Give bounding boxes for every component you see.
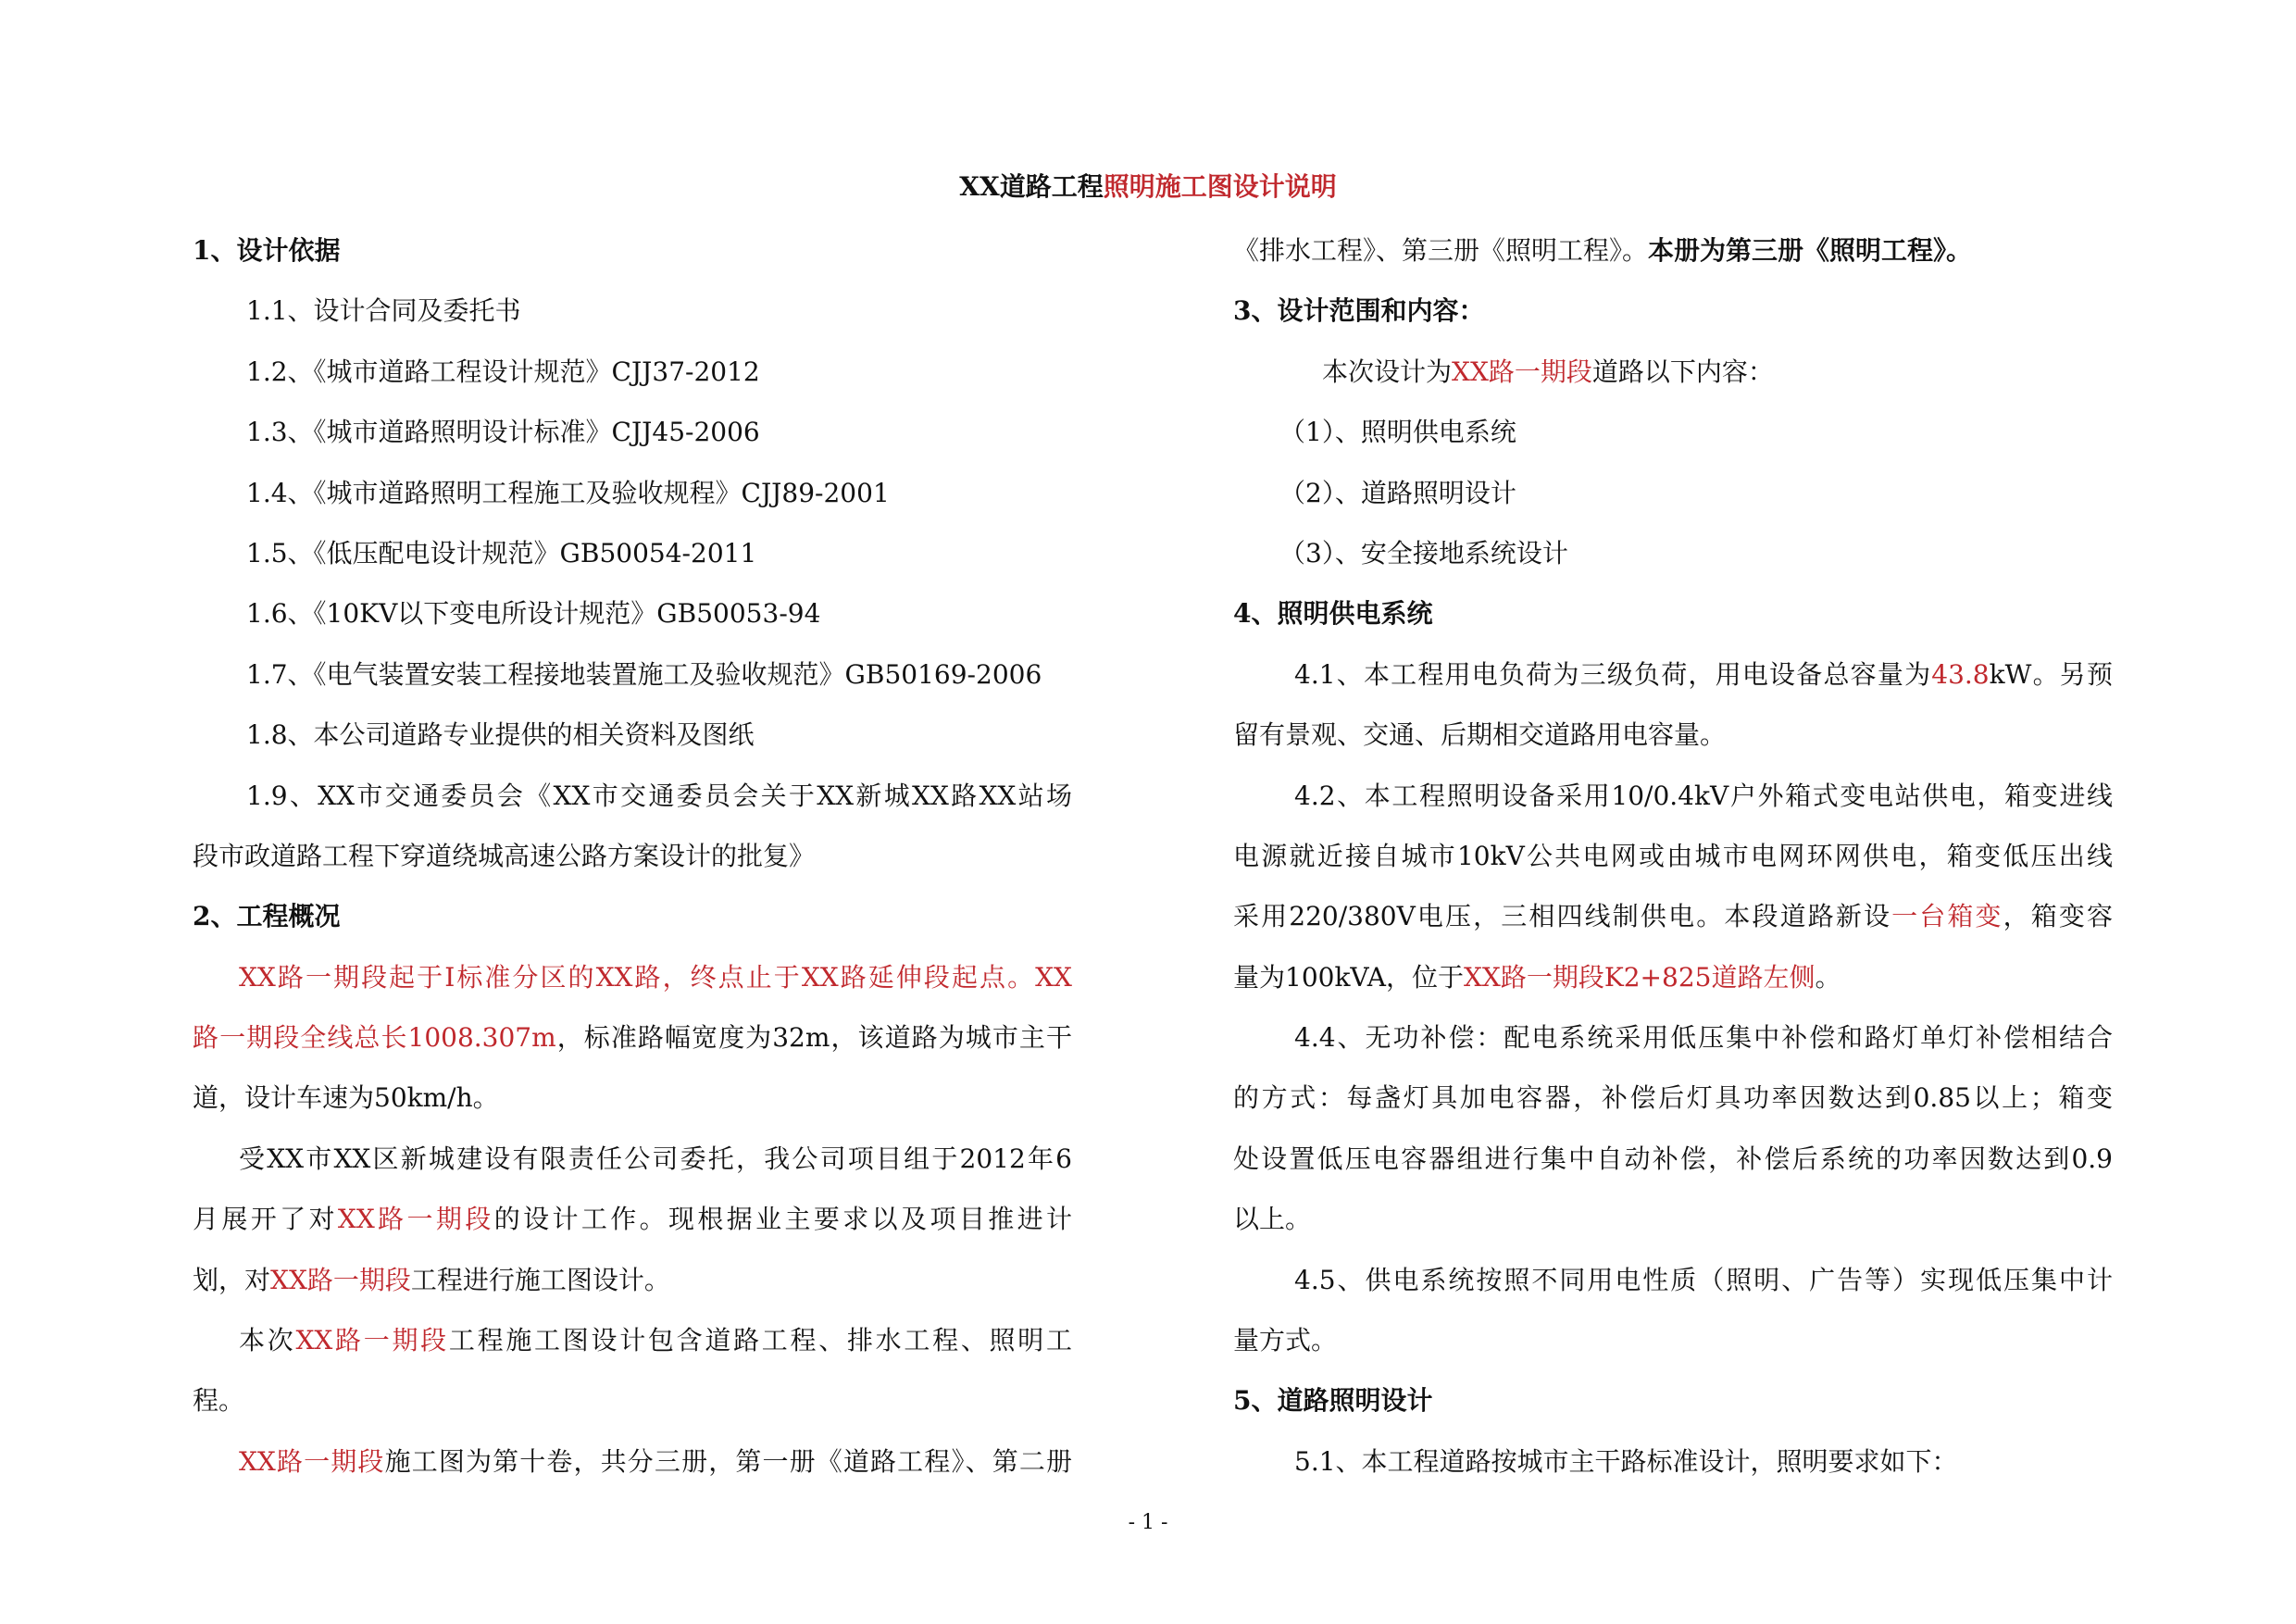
para-4-1-line2: 留有景观、交通、后期相交道路用电容量。 [1233, 719, 1727, 751]
para-4-2-line1: 4.2、本工程照明设备采用10/0.4kV户外箱式变电站供电，箱变进线 [1294, 780, 2113, 811]
para-4-4-line1: 4.4、无功补偿：配电系统采用低压集中补偿和路灯单灯补偿相结合 [1294, 1022, 2113, 1054]
scope-item: （1）、照明供电系统 [1279, 417, 1516, 448]
text-run: 4.1、本工程用电负荷为三级负荷，用电设备总容量为 [1294, 658, 1932, 690]
transformer-count-highlight: 一台箱变 [1891, 901, 2003, 932]
capacity-value-highlight: 43.8 [1931, 658, 1990, 690]
title-part-red: 照明施工图设计说明 [1103, 171, 1337, 202]
section-heading-5: 5、道路照明设计 [1233, 1385, 1433, 1417]
overview-para1-line3: 道，设计车速为50km/h。 [193, 1082, 499, 1114]
overview-para3-line2: 程。 [193, 1385, 245, 1417]
basis-item-9-line2: 段市政道路工程下穿道绕城高速公路方案设计的批复》 [193, 840, 816, 871]
basis-item: 1.8、本公司道路专业提供的相关资料及图纸 [246, 719, 755, 751]
text-run: 划，对 [193, 1264, 271, 1295]
page-number: - 1 - [1128, 1511, 1168, 1534]
overview-length-text: 路一期段全线总长1008.307m [193, 1022, 556, 1054]
scope-intro [1233, 342, 2113, 402]
para-4-5-line2: 量方式。 [1233, 1325, 1338, 1356]
basis-item: 1.7、《电气装置安装工程接地装置施工及验收规范》GB50169-2006 [246, 658, 1042, 690]
text-run: 工程进行施工图设计。 [410, 1264, 670, 1295]
right-column [1233, 220, 2113, 1492]
document-title [0, 167, 2296, 204]
para-5-1: 5.1、本工程道路按城市主干路标准设计，照明要求如下： [1294, 1445, 1958, 1477]
road-name-highlight: XX路一期段 [295, 1325, 449, 1356]
overview-para2-line1: 受XX市XX区新城建设有限责任公司委托，我公司项目组于2012年6 [239, 1143, 1072, 1174]
overview-para1-line1: XX路一期段起于Ⅰ标准分区的XX路，终点止于XX路延伸段起点。XX [239, 961, 1072, 993]
road-name-highlight: XX路一期段 [270, 1264, 411, 1295]
road-name-highlight: XX路一期段 [337, 1204, 494, 1235]
basis-item: 1.5、《低压配电设计规范》GB50054-2011 [246, 537, 757, 568]
text-run: kW。另预 [1989, 658, 2113, 690]
section-heading-4: 4、照明供电系统 [1233, 598, 1433, 630]
para-4-1-line1 [1233, 644, 2113, 705]
overview-para2-line3 [193, 1250, 1072, 1310]
section-heading-1: 1、设计依据 [193, 235, 341, 266]
text-run: 《排水工程》、第三册《照明工程》。 [1233, 235, 1649, 266]
road-name-highlight: XX路一期段 [1452, 356, 1592, 387]
overview-para4-line1 [193, 1431, 1072, 1492]
para-4-2-line4 [1233, 947, 2113, 1007]
left-column [193, 220, 1072, 1492]
basis-item: 1.1、设计合同及委托书 [246, 295, 521, 327]
text-run: 月展开了对 [193, 1204, 338, 1235]
para-4-2-line2: 电源就近接自城市10kV公共电网或由城市电网环网供电，箱变低压出线 [1233, 840, 2113, 871]
para-4-5-line1: 4.5、供电系统按照不同用电性质（照明、广告等）实现低压集中计 [1294, 1264, 2113, 1295]
para-4-4-line2: 的方式：每盏灯具加电容器，补偿后灯具功率因数达到0.85以上；箱变 [1233, 1082, 2113, 1114]
basis-item: 1.3、《城市道路照明设计标准》CJJ45-2006 [246, 417, 760, 448]
text-run: 采用220/380V电压，三相四线制供电。本段道路新设 [1233, 901, 1892, 932]
text-run: 。 [1815, 961, 1841, 993]
overview-para1-line2 [193, 1007, 1072, 1068]
basis-item-9-line1: 1.9、XX市交通委员会《XX市交通委员会关于XX新城XX路XX站场 [246, 780, 1072, 811]
location-highlight: XX路一期段K2+825道路左侧 [1463, 961, 1816, 993]
text-run: 的设计工作。现根据业主要求以及项目推进计 [493, 1204, 1072, 1235]
para-4-2-line3 [1233, 886, 2113, 946]
basis-item: 1.2、《城市道路工程设计规范》CJJ37-2012 [246, 356, 760, 387]
section-heading-3: 3、设计范围和内容： [1233, 295, 1485, 327]
overview-para2-line2 [193, 1189, 1072, 1249]
title-part-black: XX道路工程 [959, 171, 1104, 202]
overview-para4-continuation [1233, 220, 2113, 281]
para-4-4-line4: 以上。 [1233, 1204, 1312, 1235]
road-name-highlight: XX路一期段 [239, 1445, 385, 1477]
basis-item: 1.4、《城市道路照明工程施工及验收规程》CJJ89-2001 [246, 477, 890, 508]
scope-item: （3）、安全接地系统设计 [1279, 537, 1568, 568]
overview-para3-line1 [193, 1310, 1072, 1370]
text-run: 道路以下内容： [1591, 356, 1774, 387]
overview-width-text: ，标准路幅宽度为32m，该道路为城市主干 [555, 1022, 1073, 1054]
section-heading-2: 2、工程概况 [193, 901, 341, 932]
text-run: 工程施工图设计包含道路工程、排水工程、照明工 [448, 1325, 1072, 1356]
scope-item: （2）、道路照明设计 [1279, 477, 1516, 508]
text-run: ，箱变容 [2003, 901, 2113, 932]
text-run: 施工图为第十卷，共分三册，第一册《道路工程》、第二册 [384, 1445, 1072, 1477]
text-run: 量为100kVA，位于 [1233, 961, 1464, 993]
para-4-4-line3: 处设置低压电容器组进行集中自动补偿，补偿后系统的功率因数达到0.9 [1233, 1143, 2113, 1174]
text-run: 本次设计为 [1322, 356, 1453, 387]
basis-item: 1.6、《10KV以下变电所设计规范》GB50053-94 [246, 598, 821, 630]
text-run: 本次 [239, 1325, 296, 1356]
volume-note-bold: 本册为第三册《照明工程》。 [1648, 235, 1973, 266]
